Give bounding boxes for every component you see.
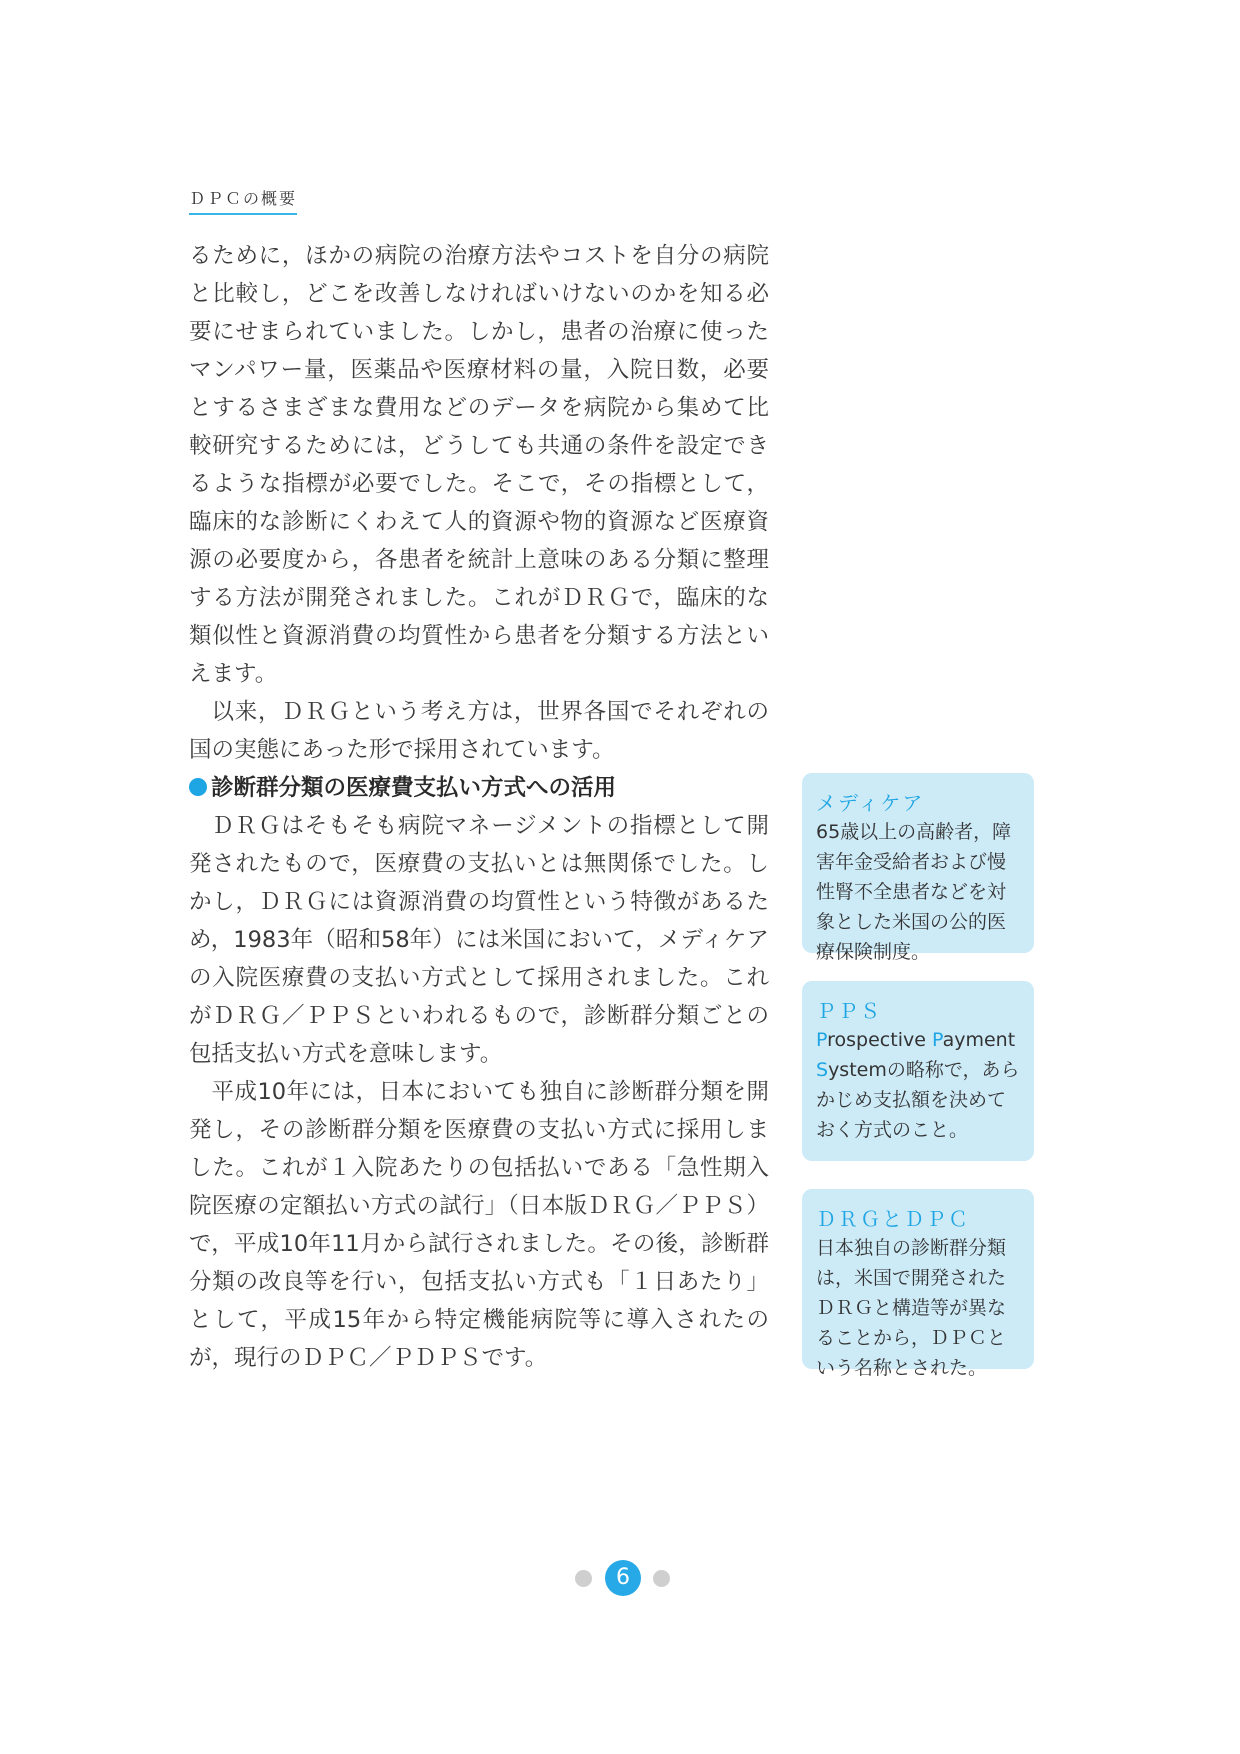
- sidenote-pps: [802, 981, 1034, 1161]
- body-paragraph: るために，ほかの病院の治療方法やコストを自分の病院と比較し，どこを改善しなければいけないのかを知る必要にせまられていました。しかし，患者の治療に使ったマンパワー量，医薬品や医療材料の量，入院日数，必要とするさまざまな費用などのデータを病院から集めて比較研究するためには，どうしても共通の条件を設定できるような指標が必要でした。そこで，その指標として，臨床的な診断にくわえて人的資源や物的資源など医療資源の必要度から，各患者を統計上意味のある分類に整理する方法が開発されました。これがＤＲＧで，臨床的な類似性と資源消費の均質性から患者を分類する方法といえます。: [189, 243, 769, 687]
- pager-dot: [653, 1570, 670, 1587]
- page-indicator: [575, 1560, 675, 1596]
- accent-letter: S: [816, 1059, 829, 1081]
- main-text: [189, 237, 769, 1377]
- sidenote-text: ayment: [942, 1029, 1016, 1051]
- sidenote-text: ystemの略称で，あらかじめ支払額を決めておく方式のこと。: [816, 1059, 1020, 1141]
- page-number: 6: [605, 1560, 641, 1596]
- bullet-icon: [189, 778, 207, 796]
- section-heading-text: 診断群分類の医療費支払い方式への活用: [211, 775, 617, 801]
- body-paragraph: 平成10年には，日本においても独自に診断群分類を開発し，その診断群分類を医療費の支払い方式に採用しました。これが１入院あたりの包括払いである「急性期入院医療の定額払い方式の試行」（日本版ＤＲＧ／ＰＰＳ）で，平成10年11月から試行されました。その後，診断群分類の改良等を行い，包括支払い方式も「１日あたり」として，平成15年から特定機能病院等に導入されたのが，現行のＤＰＣ／ＰＤＰＳです。: [189, 1079, 769, 1371]
- sidenote-body: 65歳以上の高齢者，障害年金受給者および慢性腎不全患者などを対象とした米国の公的医療保険制度。: [816, 821, 1012, 963]
- body-paragraph: ＤＲＧはそもそも病院マネージメントの指標として開発されたもので，医療費の支払いとは無関係でした。しかし，ＤＲＧには資源消費の均質性という特徴があるため，1983年（昭和58年）には米国において，メディケアの入院医療費の支払い方式として採用されました。これがＤＲＧ／ＰＰＳといわれるもので，診断群分類ごとの包括支払い方式を意味します。: [189, 813, 769, 1067]
- sidenote-body: 日本独自の診断群分類は，米国で開発されたＤＲＧと構造等が異なることから，ＤＰＣという名称とされた。: [816, 1237, 1007, 1379]
- pager-dot: [575, 1570, 592, 1587]
- sidenote-title: ＰＰＳ: [816, 999, 882, 1023]
- accent-letter: P: [816, 1029, 828, 1051]
- sidenote-text: rospective: [827, 1029, 932, 1051]
- running-title: ＤＰＣの概要: [189, 186, 297, 215]
- sidenote-body: [816, 1025, 1020, 1145]
- section-heading: [189, 769, 769, 807]
- accent-letter: P: [931, 1029, 943, 1051]
- sidenote-drg-dpc: [802, 1189, 1034, 1379]
- sidenote-title: メディケア: [816, 791, 925, 815]
- body-paragraph: 以来，ＤＲＧという考え方は，世界各国でそれぞれの国の実態にあった形で採用されています。: [189, 699, 769, 763]
- sidenote-title: ＤＲＧとＤＰＣ: [816, 1207, 970, 1231]
- sidenote-medicare: [802, 773, 1034, 963]
